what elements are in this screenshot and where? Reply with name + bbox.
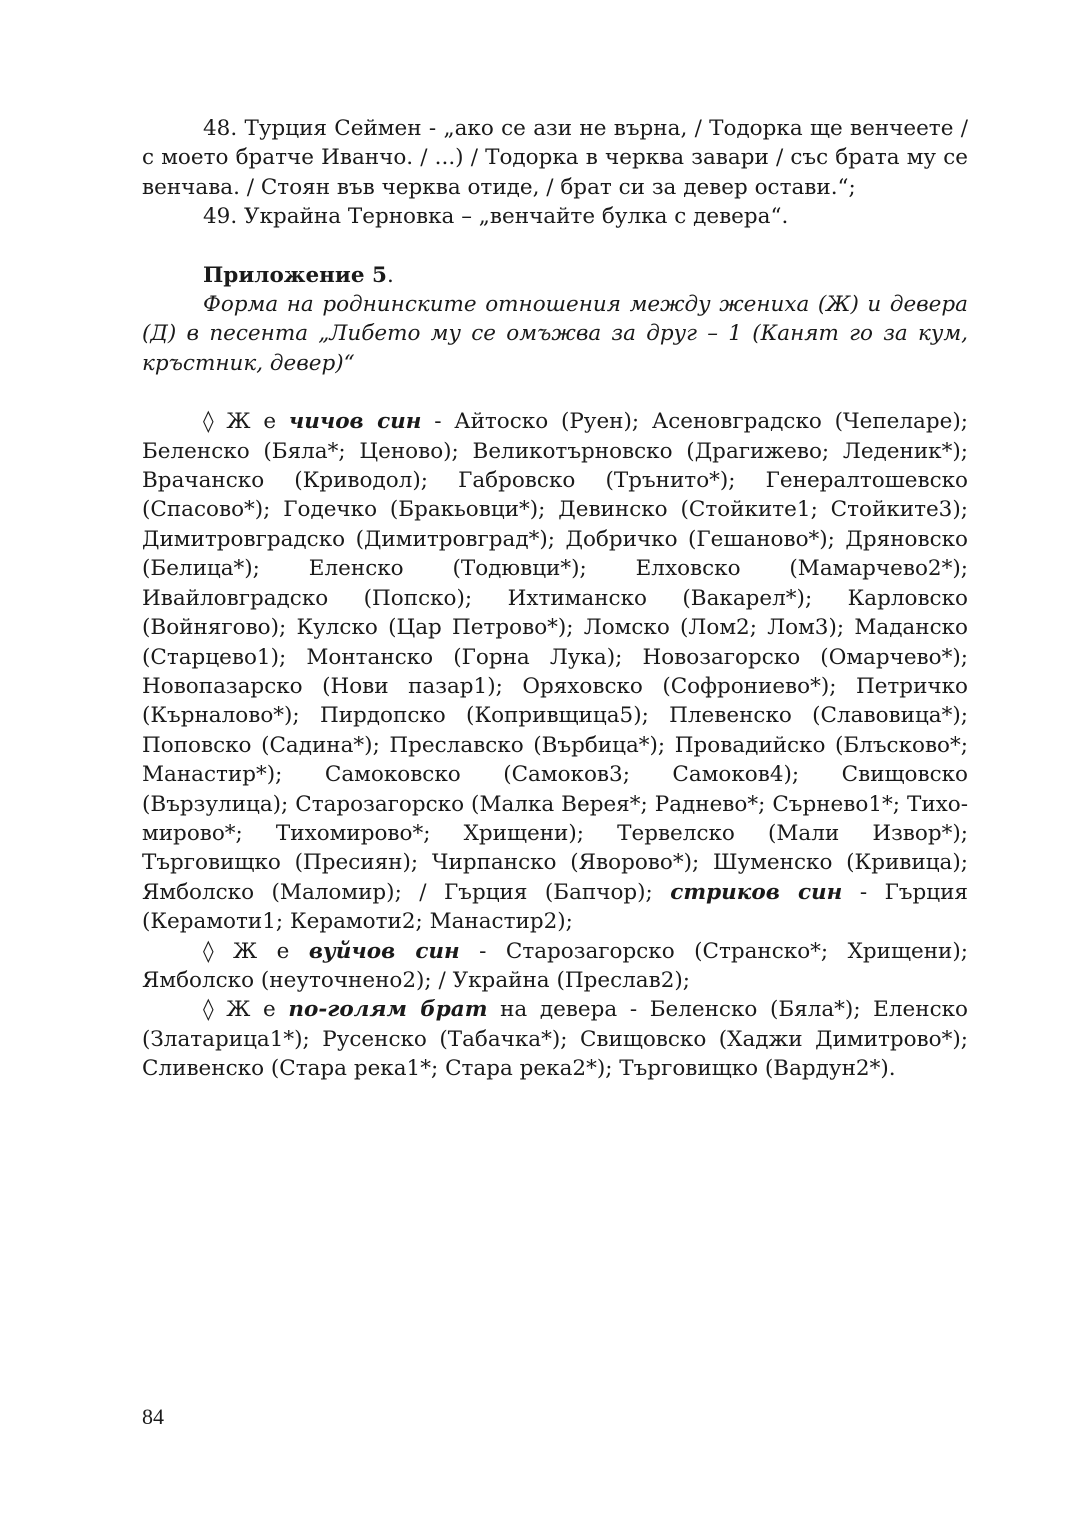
relation-term: по-голям брат <box>288 997 488 1023</box>
spacer <box>142 232 968 261</box>
appendix-heading-text: Приложение 5 <box>203 262 387 288</box>
list-item-49: 49. Украйна Терновка – „венчайте булка с девера“. <box>203 204 789 230</box>
entry-cousin-maternal <box>142 937 968 996</box>
appendix-heading <box>142 261 968 290</box>
diamond-marker: ◊ Ж е <box>203 997 289 1023</box>
relation-term: чичов син <box>288 409 422 435</box>
entry-text: - Гърция (Керамоти1; Керамоти2; Манастир2); <box>142 879 968 935</box>
entry-text: на девера - Беленско (Бяла*); Еленско (Златарица1*); Русенско (Табачка*); Свищовско (Хаджи Димитрово*); Сливенско (Стара река1*; Стара река2*); Търговищко (Вардун2*). <box>142 997 969 1082</box>
page-number: 84 <box>142 1404 164 1429</box>
entry-cousin-paternal <box>142 407 968 936</box>
entry-text: - Айтоско (Руен); Асеновградско (Чепеларе); Беленско (Бяла*; Ценово); Великотърновско (Драгижево; Леденик*); Врачанско (Криводол); Габровско (Трънито*); Генералтошевско (Спасово*); Годечко (Бракьовци*); Девинско (Стойките1; Стойките3); Димитровградско (Димитровград*); Добричко (Гешаново*); Дряновско (Белица*); Еленско (Тодювци*); Елховско (Мамарчево2*); Ивайловградско (Попско); Ихтиманско (Вакарел*); Карловско (Войнягово); Кулско (Цар Петрово*); Ломско (Лом2; Лом3); Маданско (Старцево1); Монтанско (Горна Лука); Новозагорско (Омарчево*); Новопазарско (Нови пазар1); Оряховско (Софрониево*); Петричко (Кърналово*); Пирдопско (Копривщица5); Плевенско (Славовица*); Поповско (Садина*); Преславско (Върбица*); Провадийско (Блъсково*; Манастир*); Самоковско (Самоков3; Самоков4); Свищовско (Вързулица); Старозагорско (Малка Верея*; Раднево*; Сърнево1*; Тихомирово*; Тихомирово*; Хрищени); Тервелско (Мали Извор*); Търговищко (Пресиян); Чирпанско (Яворово*); Шуменско (Кривица); Ямболско (Маломир); / Гърция (Бапчор); <box>142 409 968 905</box>
diamond-marker: ◊ Ж е <box>203 409 289 435</box>
appendix-subtitle: Форма на роднинските отношения между жениха (Ж) и девера (Д) в песента „Либето му се омъжва за друг – 1 (Канят го за кум, кръстник, девер)“ <box>142 292 968 376</box>
relation-term: вуйчов син <box>308 938 460 964</box>
entry-older-brother <box>142 995 968 1083</box>
page-body <box>142 114 968 1084</box>
list-item-48: 48. Турция Сеймен - „ако се ази не върна, / Тодорка ще венчеете / с моето братче Иванчо. / ...) / Тодорка в черква завари / със брата му се венчава. / Стоян във черква отиде, / брат си за девер остави.“; <box>142 116 968 200</box>
appendix-heading-punct: . <box>386 262 394 288</box>
spacer <box>142 378 968 407</box>
entry-text: - Старозагорско (Странско*; Хрищени); Ямболско (неуточнено2); / Украйна (Преслав2); <box>142 938 968 993</box>
relation-term: стриков син <box>670 879 843 905</box>
diamond-marker: ◊ Ж е <box>203 938 309 964</box>
